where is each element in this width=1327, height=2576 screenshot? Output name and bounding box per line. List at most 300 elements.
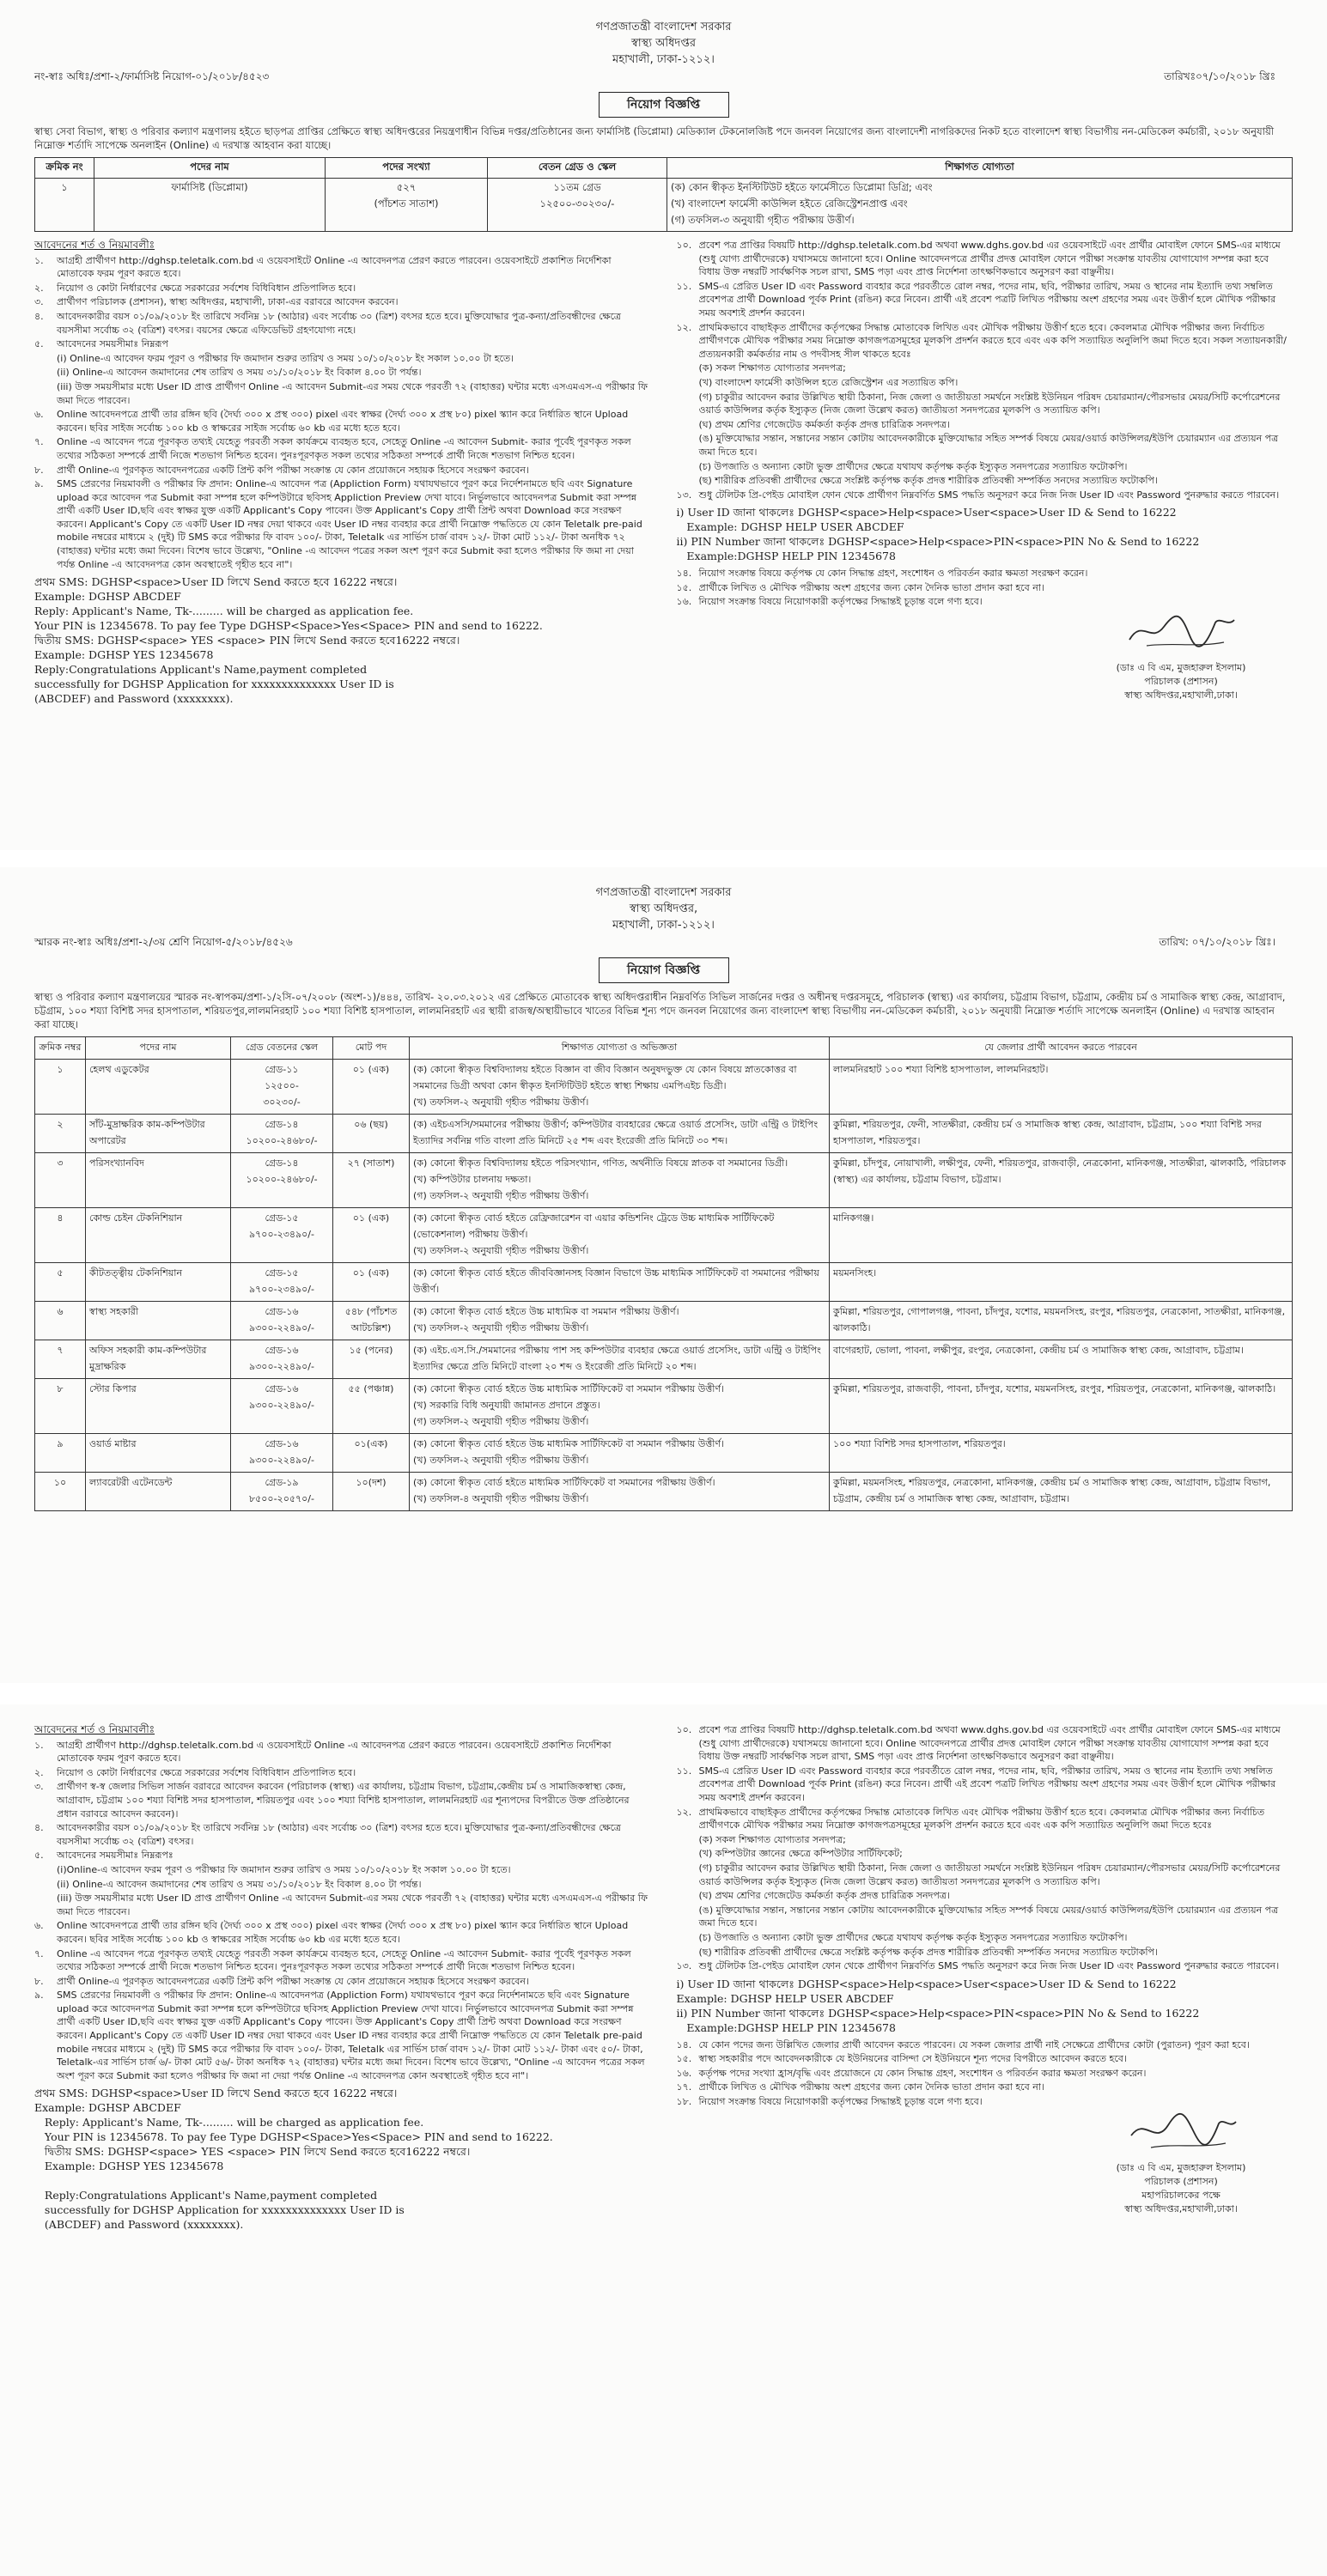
- list-item: [677, 489, 1294, 502]
- conditions-list: [677, 2038, 1294, 2109]
- column-header: পদের সংখ্যা: [326, 158, 488, 179]
- list-item: [677, 1889, 1294, 1903]
- memo-number: স্মারক নং-স্বাঃ অধিঃ/প্রশা-২/৩য় শ্রেণি নিয়োগ-৫/২০১৮/৪৫২৬: [34, 936, 293, 948]
- conditions-title: আবেদনের শর্ত ও নিয়মাবলীঃ: [34, 1723, 155, 1735]
- vacancy-table: [34, 1036, 1293, 1511]
- cell-grade: গ্রেড-১৫ ৯৭০০-২৩৪৯০/-: [231, 1263, 333, 1302]
- cell-grade: গ্রেড-১৪ ১০২০০-২৪৬৮০/-: [231, 1115, 333, 1153]
- item-number: [677, 391, 699, 417]
- cell-grade: গ্রেড-১৫ ৯৭০০-২৩৪৯০/-: [231, 1208, 333, 1263]
- item-number: ৭.: [34, 1947, 44, 1959]
- conditions-list: [677, 1723, 1294, 1973]
- notice-page-vacancies: [0, 867, 1327, 1683]
- list-item: [677, 1904, 1294, 1930]
- column-header: যে জেলার প্রার্থী আবেদন করতে পারবেন: [830, 1037, 1293, 1060]
- list-item: [34, 352, 651, 366]
- cell-serial: ৬: [35, 1302, 86, 1340]
- item-number: ১১.: [676, 280, 692, 292]
- table-row: [35, 179, 1293, 232]
- item-number: ৯.: [34, 478, 44, 490]
- item-text: প্রাথমিকভাবে বাছাইকৃত প্রার্থীদের কর্তৃপক্ষের সিদ্ধান্ত মোতাবেক লিখিত এবং মৌখিক পরীক্ষায় উত্তীর্ণ হতে হবে। কেবলমাত্র মৌখিক পরীক্ষার জন্য নির্বাচিত প্রার্থীগণকে মৌখিক পরীক্ষার সময় নিম্নোক্ত কাগজপত্রসমূহের মূলকপি প্রদর্শন করতে হবে এবং এক কপি সত্যায়িত অনুলিপি জমা দিতে হবে। সকল সত্যায়নকারী/প্রত্যয়নকারী কর্মকর্তার নাম ও পদবীসহ সীল থাকতে হবেঃ: [698, 321, 1287, 360]
- item-number: ২.: [34, 1766, 44, 1778]
- item-text: (ঙ) মুক্তিযোদ্ধার সন্তান, সন্তানের সন্তান কোটায় আবেদনকারীকে মুক্তিযোদ্ধার সহিত সম্পর্ক বিষয়ে মেয়র/ওয়ার্ড কাউন্সিলর/ইউপি চেয়ারম্যান এর প্রত্যয়ন পত্র জমা দিতে হবে।: [698, 433, 1279, 458]
- item-number: [677, 376, 699, 390]
- cell-grade: গ্রেড-১৬ ৯৩০০-২২৪৯০/-: [231, 1379, 333, 1434]
- cell-grade: গ্রেড-১১ ১২৫০০- ৩০২৩০/-: [231, 1060, 333, 1115]
- notice-page-conditions: [0, 1704, 1327, 2576]
- list-item: [677, 1723, 1294, 1764]
- notice-intro: স্বাস্থ্য সেবা বিভাগ, স্বাস্থ্য ও পরিবার কল্যাণ মন্ত্রণালয় হইতে ছাড়পত্র প্রাপ্তির প্রেক্ষিতে স্বাস্থ্য অধিদপ্তরের নিয়ন্ত্রণাধীন বিভিন্ন দপ্তর/প্রতিষ্ঠানের জন্য ফার্মাসিষ্ট (ডিপ্লোমা) মেডিক্যাল টেকনোলজিষ্ট পদে জনবল নিয়োগের জন্য বাংলাদেশী নাগরিকদের নিকট হতে বাংলাদেশ স্বাস্থ্য বিভাগীয় নন-মেডিকেল কর্মচারী, ২০১৮ অনুযায়ী নিম্নোক্ত শর্তাদি সাপেক্ষে অনলাইন (Online) এ দরখাস্ত আহবান করা যাচ্ছে।: [34, 125, 1275, 151]
- list-item: [677, 432, 1294, 459]
- item-number: ১৪.: [676, 568, 692, 580]
- conditions-left-column: [34, 239, 651, 709]
- sms-instructions: প্রথম SMS: DGHSP<space>User ID লিখে Send করতে হবে 16222 নম্বরে। Example: DGHSP ABCDEF Reply: Applicant's Name, Tk-......... will be charged as application fee. Your PIN is 12345678. To pay fee Type DGHSP<Space>Yes<Space> PIN and send to 16222. দ্বিতীয় SMS: DGHSP<space> YES <space> PIN লিখে Send করতে হবে16222 নম্বরে। Example: DGHSP YES 12345678 Reply:Congratulations Applicant's Name,payment completed successfully for DGHSP Application for xxxxxxxxxxxxxx User ID is (ABCDEF) and Password (xxxxxxxx).: [34, 575, 543, 706]
- item-text: (ছ) শারীরিক প্রতিবন্ধী প্রার্থীদের ক্ষেত্রে সংশ্লিষ্ট কর্তৃপক্ষ কর্তৃক প্রদত্ত শারীরিক প্রতিবন্ধী সম্পর্কিত সনদের সত্যায়িত ফটোকপি।: [698, 475, 1158, 487]
- signatory-office: স্বাস্থ্য অধিদপ্তর,মহাখালী,ঢাকা।: [1124, 2202, 1238, 2215]
- item-number: [677, 1862, 699, 1888]
- notice-intro: স্বাস্থ্য ও পরিবার কল্যাণ মন্ত্রণালয়ের স্মারক নং-স্বাপকম/প্রশা-১/২সি-০৭/২০০৮ (অংশ-১)/৪৪৪, তারিখ- ২০.০৩.২০১২ এর প্রেক্ষিতে মোতাবেক স্বাস্থ্য অধিদপ্তরাধীন নিম্নবর্ণিত সিভিল সার্জনের দপ্তর ও অধীনস্থ দপ্তরসমূহে, পরিচালক (স্বাস্থ্য) এর কার্যালয়, চট্টগ্রাম বিভাগ, চট্টগ্রাম, কেন্দ্রীয় চর্ম ও সামাজিক স্বাস্থ্য কেন্দ্র, আগ্রাবাদ, চট্টগ্রাম, ১০০ শয্যা বিশিষ্ট সদর হাসপাতাল, শরিয়তপুর,লালমনিরহাট ১০০ শয্যা বিশিষ্ট হাসপাতাল, লালমনিরহাট এর স্থায়ী রাজস্ব/অস্থায়ীভাবে খাতের বিভিন্ন শূন্য পদে জনবল নিয়োগের জন্য বাংলাদেশ স্বাস্থ্য বিভাগীয় নন-মেডিকেল কর্মচারী, ২০১৮ অনুযায়ী নিম্নোক্ত শর্তাদি সাপেক্ষে অনলাইন (Online) এ দরখাস্ত আহবান করা যাচ্ছে।: [34, 991, 1286, 1030]
- signatory-behalf: মহাপরিচালকের পক্ষে: [1141, 2189, 1220, 2201]
- item-text: নিয়োগ সংক্রান্ত বিষয়ে নিয়োগকারী কর্তৃপক্ষের সিদ্ধান্তই চূড়ান্ত বলে গণ্য হবে।: [698, 596, 983, 608]
- cell-districts: কুমিল্লা, শরিয়তপুর, রাজবাড়ী, পাবনা, চাঁদপুর, যশোর, ময়মনসিংহ, রংপুর, শরিয়তপুর, নেত্রকোনা, মানিকগঞ্জ, ঝালকাঠি।: [830, 1379, 1293, 1434]
- qualification-line: (খ) বাংলাদেশ ফার্মেসী কাউন্সিল হইতে রেজিস্ট্রেশনপ্রাপ্ত এবং: [671, 197, 908, 210]
- item-number: ১৩.: [676, 1960, 692, 1972]
- conditions-right-column: [677, 239, 1294, 709]
- page-header: [0, 19, 1327, 68]
- cell-count: [326, 179, 488, 232]
- table-row: [35, 1115, 1293, 1153]
- item-text: (চ) উপজাতি ও অন্যান্য কোটা ভুক্ত প্রার্থীদের ক্ষেত্রে যথাযথ কর্তৃপক্ষ কর্তৃক ইস্যুকৃত সনদপত্রের সত্যায়িত ফটোকপি।: [698, 1931, 1128, 1943]
- list-item: [677, 239, 1294, 279]
- item-text: Online -এ আবেদন পত্রে পূরণকৃত তথ্যই যেহেতু পরবর্তী সকল কার্যক্রমে ব্যবহৃত হবে, সেহেতু Online -এ আবেদন Submit- করার পূর্বেই পূরণকৃত সকল তথ্যের সঠিকতা সম্পর্কে প্রার্থী নিজে শতভাগ নিশ্চিত হবেন। পুনঃপূরণকৃত সকল তথ্যের সঠিকতা সম্পর্কে প্রার্থী নিজে শতভাগ নিশ্চিত হবেন।: [57, 1947, 631, 1973]
- table-row: [35, 1208, 1293, 1263]
- table-row: [35, 1473, 1293, 1511]
- table-row: [35, 1340, 1293, 1379]
- memo-date: তারিখ: ০৭/১০/২০১৮ খ্রিঃ।: [1159, 936, 1275, 948]
- conditions-section: [34, 1723, 1293, 2235]
- item-text: নিয়োগ সংক্রান্ত বিষয়ে কর্তৃপক্ষ যে কোন সিদ্ধান্ত গ্রহণ, সংশোধন ও পরিবর্তন করার ক্ষমতা সংরক্ষণ করেন।: [698, 568, 1088, 580]
- cell-districts: কুমিল্লা, চাঁদপুর, নোয়াখালী, লক্ষীপুর, ফেনী, শরিয়তপুর, রাজবাড়ী, নেত্রকোনা, মানিকগঞ্জ, সাতক্ষীরা, ঝালকাঠি, পরিচালক (স্বাস্থ্য) এর কার্যালয়, চট্টগ্রাম বিভাগ, চট্টগ্রাম।: [830, 1153, 1293, 1208]
- cell-qualification: (ক) কোনো স্বীকৃত বোর্ড হইতে উচ্চ মাধ্যমিক সার্টিফিকেট বা সমমান পরীক্ষায় উত্তীর্ণ। (খ) সরকারি বিধি অনুযায়ী জামানত প্রদানে প্রস্তুত। (গ) তফসিল-২ অনুযায়ী গৃহীত পরীক্ষায় উত্তীর্ণ।: [410, 1379, 830, 1434]
- vacancy-rows: [35, 1060, 1293, 1511]
- item-text: শুধু টেলিটক প্রি-পেইড মোবাইল ফোন থেকে প্রার্থীগণ নিম্নবর্ণিত SMS পদ্ধতি অনুসরণ করে নিজ নিজ User ID এবং Password পুনরুদ্ধার করতে পারবেন।: [698, 489, 1280, 501]
- item-number: [34, 1892, 57, 1918]
- conditions-left-column: [34, 1723, 651, 2235]
- cell-districts: কুমিল্লা, শরিয়তপুর, ফেনী, সাতক্ষীরা, কেন্দ্রীয় চর্ম ও সামাজিক স্বাস্থ্য কেন্দ্র, আগ্রাবাদ, চট্টগ্রাম, ১০০ শয্যা বিশিষ্ট সদর হাসপাতাল, শরিয়তপুর।: [830, 1115, 1293, 1153]
- item-text: প্রবেশ পত্র প্রাপ্তির বিষয়টি http://dghsp.teletalk.com.bd অথবা www.dghs.gov.bd এর ওয়েবসাইটে এবং প্রার্থীর মোবাইল ফোনে SMS-এর মাধ্যমে (শুধু যোগ্য প্রার্থীদেরকে) যথাসময়ে জানানো হবে। Online আবেদনপত্রে প্রার্থীর প্রদত্ত মোবাইল ফোনে পরীক্ষা সংক্রান্ত যাবতীয় যোগাযোগ সম্পন্ন করা হবে বিধায় উক্ত নম্বরটি সার্বক্ষণিক সচল রাখা, SMS পড়া এবং প্রাপ্ত নির্দেশনা তাৎক্ষণিকভাবে অনুসরণ করা বাঞ্ছনীয়।: [698, 1724, 1281, 1763]
- column-header: বেতন গ্রেড ও স্কেল: [488, 158, 667, 179]
- list-item: [677, 1946, 1294, 1959]
- signature-block: [1069, 2110, 1293, 2216]
- item-text: শুধু টেলিটক প্রি-পেইড মোবাইল ফোন থেকে প্রার্থীগণ নিম্নবর্ণিত SMS পদ্ধতি অনুসরণ করে নিজ নিজ User ID এবং Password পুনরুদ্ধার করতে পারবেন।: [698, 1960, 1280, 1972]
- cell-count: ১৫ (পনের): [333, 1340, 410, 1379]
- item-number: [677, 1889, 699, 1903]
- cell-districts: মানিকগঞ্জ।: [830, 1208, 1293, 1263]
- item-text: (গ) চাকুরীর আবেদন করার উল্লিখিত স্থায়ী ঠিকানা, নিজ জেলা ও জাতীয়তা সমর্থনে সংশ্লিষ্ট ইউনিয়ন পরিষদ চেয়ারম্যান/পৌরসভার মেয়র/সিটি কর্পোরেশনের ওয়ার্ড কাউন্সিলর কর্তৃক ইস্যুকৃত (নিজ জেলা উল্লেখ করত) জাতীয়তা সনদপত্রের মূলকপি ও সত্যায়িত কপি।: [698, 391, 1281, 416]
- item-text: আবেদনকারীর বয়স ০১/০৯/২০১৮ ইং তারিখে সর্বনিম্ন ১৮ (আঠার) এবং সর্বোচ্চ ৩০ (ত্রিশ) বৎসর হতে হবে। মুক্তিযোদ্ধার পুত্র-কন্যা/প্রতিবন্ধীদের ক্ষেত্রে বয়সসীমা সর্বোচ্চ ৩২ (বত্রিশ) বৎসর। বয়সের ক্ষেত্রে এফিডেভিট গ্রহণযোগ্য নহে।: [57, 310, 621, 336]
- list-item: [677, 2052, 1294, 2066]
- list-item: [34, 380, 651, 407]
- cell-qualification: (ক) এইচএসসি/সমমানের পরীক্ষায় উত্তীর্ণ; কম্পিউটার ব্যবহারের ক্ষেত্রে ওয়ার্ড প্রসেসিং, ডাটা এন্ট্রি ও টাইপিং ইত্যাদির সর্বনিম্ন গতি বাংলা প্রতি মিনিটে ২৫ শব্দ এবং ইংরেজী প্রতি মিনিটে ৩০ শব্দ।: [410, 1115, 830, 1153]
- item-number: [677, 474, 699, 488]
- post-count: ৫২৭: [396, 181, 417, 193]
- item-text: স্বাস্থ্য সহকারীর পদে আবেদনকারীকে যে ইউনিয়নের বাসিন্দা সে ইউনিয়নে শূন্য পদের বিপরীতে আবেদন করতে হবে।: [698, 2053, 1127, 2065]
- item-text: যে কোন পদের জন্য উল্লিখিত জেলার প্রার্থী আবেদন করতে পারবেন। যে সকল জেলার প্রার্থী নাই সেক্ষেত্রে প্রার্থীদের কোটা (পুরাতন) পূরণ করা হবে।: [698, 2038, 1250, 2050]
- item-text: প্রার্থী Online-এ পূরণকৃত আবেদনপত্রের একটি প্রিন্ট কপি পরীক্ষা সংক্রান্ত যে কোন প্রয়োজনে সহায়ক হিসেবে সংরক্ষণ করবেন।: [57, 464, 529, 476]
- signatory-title: পরিচালক (প্রশাসন): [1144, 2175, 1218, 2187]
- cell-count: ১০(দশ): [333, 1473, 410, 1511]
- list-item: [677, 1847, 1294, 1861]
- item-number: [34, 1863, 57, 1877]
- list-item: [677, 2081, 1294, 2094]
- item-text: SMS প্রেরণের নিয়মাবলী ও পরীক্ষার ফি প্রদান: Online-এ আবেদনপত্র (Appliction Form) যথাযথভাবে পূরণ করে নির্দেশনামতে ছবি এবং Signature upload করে আবেদনপত্র Submit করা সম্পন্ন হলে কম্পিউটারে ছবিসহ Appliction Preview দেখা যাবে। নির্ভুলভাবে আবেদনপত্র Submit করা সম্পন্ন প্রার্থী একটি User ID,ছবি এবং স্বাক্ষর যুক্ত একটি Applicant's Copy পাবেন। উক্ত Applicant's Copy প্রার্থী প্রিন্ট অথবা Download করে সংরক্ষণ করবেন। Applicant's Copy তে একটি User ID নম্বর দেয়া থাকবে এবং User ID নম্বর ব্যবহার করে প্রার্থী নিম্নোক্ত পদ্ধতিতে যে কোন Teletalk pre-paid mobile নম্বরের মাধ্যমে ২ (দুই) টি SMS করে পরীক্ষার ফি বাবদ ১০০/- টাকা, Teletalk এর সার্ভিস চার্জ বাবদ ১২/- টাকা মোট ১১২/- টাকা এবং ৫০/- টাকা, Teletalk-এর সার্ভিস চার্জ ৬/- টাকা মোট ৫৬/- টাকা অনধিক ৭২ (বাহাত্তর) ঘন্টার মধ্যে জমা দিবেন। বিশেষ ভাবে উল্লেখ্য, "Online -এ আবেদন পত্রের সকল অংশ পূরণ করে Submit করা হলেও পরীক্ষার ফি জমা না দেয়া পর্যন্ত Online -এ আবেদনপত্র কোন অবস্থাতেই গৃহীত হবে না"।: [57, 1990, 645, 2081]
- cell-serial: ১: [35, 179, 94, 232]
- column-header: পদের নাম: [94, 158, 326, 179]
- list-item: [677, 418, 1294, 432]
- item-number: ১৪.: [676, 2038, 692, 2050]
- item-number: ১৩.: [676, 489, 692, 501]
- item-text: (ঙ) মুক্তিযোদ্ধার সন্তান, সন্তানের সন্তান কোটায় আবেদনকারীকে মুক্তিযোদ্ধার সহিত সম্পর্ক বিষয়ে মেয়র/ওয়ার্ড কাউন্সিলর/ইউপি চেয়ারম্যান এর প্রত্যয়ন পত্র জমা দিতে হবে।: [698, 1904, 1279, 1929]
- table-header-row: [35, 1037, 1293, 1060]
- list-item: [34, 1863, 651, 1877]
- cell-serial: ৩: [35, 1153, 86, 1208]
- cell-qualification: (ক) কোনো স্বীকৃত বোর্ড হইতে উচ্চ মাধ্যমিক বা সমমান পরীক্ষায় উত্তীর্ণ। (খ) তফসিল-২ অনুযায়ী গৃহীত পরীক্ষায় উত্তীর্ণ।: [410, 1302, 830, 1340]
- signature-icon: [1121, 610, 1241, 653]
- cell-post: সাঁট-মুদ্রাক্ষরিক কাম-কম্পিউটার অপারেটর: [86, 1115, 231, 1153]
- list-item: [677, 581, 1294, 595]
- list-item: [677, 321, 1294, 361]
- item-text: আগ্রহী প্রার্থীগণ http://dghsp.teletalk.com.bd এ ওয়েবসাইটে Online -এ আবেদনপত্র প্রেরণ করতে পারবেন। ওয়েবসাইটে প্রকাশিত নির্দেশিকা মোতাবেক ফরম পূরণ করতে হবে।: [57, 1739, 612, 1765]
- cell-count: ০১(এক): [333, 1434, 410, 1473]
- sms-instructions: প্রথম SMS: DGHSP<space>User ID লিখে Send করতে হবে 16222 নম্বরে। Example: DGHSP ABCDEF Reply: Applicant's Name, Tk-......... will be charged as application fee. Your PIN is 12345678. To pay fee Type DGHSP<Space>Yes<Space> PIN and send to 16222. দ্বিতীয় SMS: DGHSP<space> YES <space> PIN লিখে Send করতে হবে16222 নম্বরে। Example: DGHSP YES 12345678 Reply:Congratulations Applicant's Name,payment completed successfully for DGHSP Application for xxxxxxxxxxxxxx User ID is (ABCDEF) and Password (xxxxxxxx).: [34, 2087, 553, 2232]
- conditions-right-column: [677, 1723, 1294, 2235]
- cell-grade: [488, 179, 667, 232]
- column-header: পদের নাম: [86, 1037, 231, 1060]
- cell-qualification: (ক) কোনো স্বীকৃত বোর্ড হইতে রেফ্রিজারেশন বা এয়ার কন্ডিশনিং ট্রেডে উচ্চ মাধ্যমিক সার্টিফিকেট (ভোকেশনাল) পরীক্ষায় উত্তীর্ণ। (খ) তফসিল-২ অনুযায়ী গৃহীত পরীক্ষায় উত্তীর্ণ।: [410, 1208, 830, 1263]
- column-header: মোট পদ: [333, 1037, 410, 1060]
- column-header: ক্রমিক নম্বর: [35, 1037, 86, 1060]
- cell-post: কোল্ড চেইন টেকনিশিয়ান: [86, 1208, 231, 1263]
- signatory-name: (ডাঃ এ বি এম, মুজহারুল ইসলাম): [1116, 2161, 1246, 2173]
- cell-count: ০১ (এক): [333, 1263, 410, 1302]
- item-number: ১৫.: [676, 2053, 692, 2065]
- list-item: [34, 310, 651, 337]
- item-text: আবেদনের সময়সীমাঃ নিম্নরূপঃ: [57, 1850, 173, 1862]
- item-text: SMS-এ প্রেরিত User ID এবং Password ব্যবহার করে পরবর্তীতে রোল নম্বর, পদের নাম, ছবি, পরীক্ষার তারিখ, সময় ও স্থানের নাম ইত্যাদি তথ্য সম্বলিত প্রবেশপত্র প্রার্থী Download পূর্বক Print (রঙিন) করে নিবেন। প্রার্থী এই প্রবেশ পত্রটি লিখিত পরীক্ষায় অংশ গ্রহণের সময় এবং উত্তীর্ণ হলে মৌখিক পরীক্ষার সময় অবশ্যই প্রদর্শন করবেন।: [698, 280, 1276, 319]
- item-number: ৮.: [34, 464, 44, 476]
- conditions-list: [34, 1739, 651, 2083]
- item-number: ১৮.: [676, 2096, 692, 2108]
- cell-grade: গ্রেড-১৬ ৯৩০০-২২৪৯০/-: [231, 1340, 333, 1379]
- cell-districts: ১০০ শয্যা বিশিষ্ট সদর হাসপাতাল, শরিয়তপুর।: [830, 1434, 1293, 1473]
- memo-date: তারিখঃ০৭/১০/২০১৮ খ্রিঃ: [1164, 70, 1275, 82]
- list-item: [677, 1833, 1294, 1847]
- item-text: (গ) চাকুরীর আবেদন করার উল্লিখিত স্থায়ী ঠিকানা, নিজ জেলা ও জাতীয়তা সমর্থনে সংশ্লিষ্ট ইউনিয়ন পরিষদ চেয়ারম্যান/পৌরসভার মেয়র/সিটি কর্পোরেশনের ওয়ার্ড কাউন্সিলর কর্তৃক ইস্যুকৃত (নিজ জেলা উল্লেখ করত) জাতীয়তা সনদপত্রের মূলকপি ও সত্যায়িত কপি।: [698, 1862, 1281, 1887]
- cell-qualification: (ক) কোনো স্বীকৃত বোর্ড হইতে মাধ্যমিক সার্টিফিকেট বা সমমানের পরীক্ষায় উত্তীর্ণ। (খ) তফসিল-৪ অনুযায়ী গৃহীত পরীক্ষায় উত্তীর্ণ।: [410, 1473, 830, 1511]
- header-line: মহাখালী, ঢাকা-১২১২।: [612, 53, 715, 66]
- item-text: প্রার্থীকে লিখিত ও মৌখিক পরীক্ষায় অংশ গ্রহণের জন্য কোন দৈনিক ভাতা প্রদান করা হবে না।: [698, 2081, 1044, 2093]
- cell-post: স্বাস্থ্য সহকারী: [86, 1302, 231, 1340]
- item-text: (চ) উপজাতি ও অন্যান্য কোটা ভুক্ত প্রার্থীদের ক্ষেত্রে যথাযথ কর্তৃপক্ষ কর্তৃক ইস্যুকৃত সনদপত্রের সত্যায়িত ফটোকপি।: [698, 460, 1128, 472]
- item-text: (খ) বাংলাদেশ ফার্মেসী কাউন্সিল হতে রেজিস্ট্রেশন এর সত্যায়িত কপি।: [698, 376, 959, 388]
- cell-serial: ২: [35, 1115, 86, 1153]
- list-item: [34, 1975, 651, 1989]
- list-item: [34, 254, 651, 281]
- memo-row: [0, 933, 1327, 952]
- item-text: (iii) উক্ত সময়সীমার মধ্যে User ID প্রাপ্ত প্রার্থীগণ Online -এ আবেদন Submit-এর সময় থেকে পরবর্তী ৭২ (বাহাত্তর) ঘন্টার মধ্যে এসএমএস-এ পরীক্ষার ফি জমা দিতে পারবেন।: [57, 1893, 648, 1917]
- pay-scale: ১২৫০০-৩০২৩০/-: [539, 197, 615, 210]
- list-item: [34, 1892, 651, 1918]
- item-text: (ছ) শারীরিক প্রতিবন্ধী প্রার্থীদের ক্ষেত্রে সংশ্লিষ্ট কর্তৃপক্ষ কর্তৃক প্রদত্ত শারীরিক প্রতিবন্ধী সম্পর্কিত সনদের সত্যায়িত ফটোকপি।: [698, 1946, 1158, 1958]
- list-item: [677, 361, 1294, 375]
- item-text: (ii) Online-এ আবেদন জমাদানের শেষ তারিখ ও সময় ৩১/১০/২০১৮ ইং বিকাল ৪.০০ টা পর্যন্ত।: [57, 367, 422, 379]
- cell-post: স্টোর কিপার: [86, 1379, 231, 1434]
- list-item: [34, 1821, 651, 1848]
- cell-grade: গ্রেড-১৪ ১০২০০-২৪৬৮০/-: [231, 1153, 333, 1208]
- item-text: (iii) উক্ত সময়সীমার মধ্যে User ID প্রাপ্ত প্রার্থীগণ Online -এ আবেদন Submit-এর সময় থেকে পরবর্তী ৭২ (বাহাত্তর) ঘন্টার মধ্যে এসএমএস-এ পরীক্ষার ফি জমা দিতে পারবেন।: [57, 380, 648, 406]
- notice-title: নিয়োগ বিজ্ঞপ্তি: [599, 92, 729, 118]
- list-item: [34, 1947, 651, 1974]
- item-text: আবেদনকারীর বয়স ০১/০৯/২০১৮ ইং তারিখে সর্বনিম্ন ১৮ (আঠার) এবং সর্বোচ্চ ৩০ (ত্রিশ) বৎসর হতে হবে। মুক্তিযোদ্ধার পুত্র-কন্যা/প্রতিবন্ধীদের ক্ষেত্রে বয়সসীমা সর্বোচ্চ ৩২ (বত্রিশ) বৎসর।: [57, 1822, 621, 1847]
- cell-count: ৫৪৮ (পাঁচশত আটচল্লিশ): [333, 1302, 410, 1340]
- memo-row: [0, 68, 1327, 87]
- column-header: ক্রমিক নং: [35, 158, 94, 179]
- item-text: SMS প্রেরণের নিয়মাবলী ও পরীক্ষার ফি প্রদান: Online-এ আবেদন পত্র (Appliction Form) যথাযথভাবে পূরণ করে নির্দেশনামতে ছবি এবং Signature upload করে আবেদন পত্র Submit করা সম্পন্ন হলে কম্পিউটারে ছবিসহ Appliction Preview দেখা যাবে। নির্ভুলভাবে আবেদনপত্র Submit করা সম্পন্ন প্রার্থী একটি User ID,ছবি এবং স্বাক্ষর যুক্ত একটি Applicant's Copy পাবেন। উক্ত Applicant's Copy প্রার্থী প্রিন্ট অথবা Download করে সংরক্ষণ করবেন। Applicant's Copy তে একটি User ID নম্বর দেয়া থাকবে এবং User ID নম্বর ব্যবহার করে প্রার্থী নিম্নোক্ত পদ্ধতিতে যে কোন Teletalk pre-paid mobile নম্বরের মাধ্যমে ২ (দুই) টি SMS করে পরীক্ষার ফি বাবদ ১০০/- টাকা, Teletalk এর সার্ভিস চার্জ বাবদ ১২/- টাকা মোট ১১২/- টাকা অনধিক ৭২ (বাহাত্তর) ঘন্টার মধ্যে জমা দিবেন। বিশেষ ভাবে উল্লেখ্য, "Online -এ আবেদন পত্রের সকল অংশ পূরণ করে Submit করা হলেও পরীক্ষার ফি জমা না দেয়া পর্যন্ত Online -এ আবেদনপত্র কোন অবস্থাতেই গৃহীত হবে না"।: [57, 478, 642, 570]
- cell-count: ২৭ (সাতাশ): [333, 1153, 410, 1208]
- item-text: (খ) কম্পিউটার জ্ঞানের ক্ষেত্রে কম্পিউটার সার্টিফিকেট;: [698, 1848, 903, 1860]
- item-number: [677, 418, 699, 432]
- item-text: (ঘ) প্রথম শ্রেণির গেজেটেড কর্মকর্তা কর্তৃক প্রদত্ত চারিত্রিক সনদপত্র।: [698, 1890, 950, 1902]
- cell-count: ৫৫ (পঞ্চান্ন): [333, 1379, 410, 1434]
- notice-page-pharmacist: [0, 0, 1327, 850]
- cell-districts: কুমিল্লা, শরিয়তপুর, গোপালগঞ্জ, পাবনা, চাঁদপুর, যশোর, ময়মনসিংহ, রংপুর, শরিয়তপুর, নেত্রকোনা, সাতক্ষীরা, মানিকগঞ্জ, ঝালকাঠি।: [830, 1302, 1293, 1340]
- list-item: [677, 2038, 1294, 2052]
- item-number: [677, 1833, 699, 1847]
- item-text: নিয়োগ ও কোটা নির্ধারণের ক্ষেত্রে সরকারের সর্বশেষ বিধিবিধান প্রতিপালিত হবে।: [57, 1766, 356, 1778]
- item-text: কর্তৃপক্ষ পদের সংখ্যা হ্রাস/বৃদ্ধি এবং প্রয়োজনে যে কোন সিদ্ধান্ত গ্রহণ, সংশোধন ও পরিবর্তন করার ক্ষমতা সংরক্ষণ করেন।: [698, 2067, 1147, 2079]
- item-number: [677, 432, 699, 459]
- list-item: [34, 366, 651, 380]
- signatory-name: (ডাঃ এ বি এম, মুজহারুল ইসলাম): [1116, 662, 1246, 674]
- item-text: প্রাথমিকভাবে বাছাইকৃত প্রার্থীদের কর্তৃপক্ষের সিদ্ধান্ত মোতাবেক লিখিত এবং মৌখিক পরীক্ষায় উত্তীর্ণ হতে হবে। কেবলমাত্র মৌখিক পরীক্ষার জন্য নির্বাচিত প্রার্থীগণকে মৌখিক পরীক্ষার সময় নিম্নোক্ত কাগজপত্রসমূহের মূলকপি প্রদর্শন করতে হবে এবং এক কপি সত্যায়িত অনুলিপি জমা দিতে হবেঃ: [698, 1806, 1265, 1832]
- item-number: ১.: [34, 254, 44, 266]
- header-line: স্বাস্থ্য অধিদপ্তর: [630, 37, 697, 50]
- item-text: আবেদনের সময়সীমাঃ নিম্নরূপ: [57, 338, 168, 350]
- item-text: (i) Online-এ আবেদন ফরম পূরণ ও পরীক্ষার ফি জমাদান শুরুর তারিখ ও সময় ১০/১০/২০১৮ ইং সকাল ১০.০০ টা হতে।: [57, 352, 514, 364]
- cell-serial: ৫: [35, 1263, 86, 1302]
- column-header: শিক্ষাগত যোগ্যতা ও অভিজ্ঞতা: [410, 1037, 830, 1060]
- cell-post: হেলথ এডুকেটর: [86, 1060, 231, 1115]
- item-number: ৪.: [34, 1822, 44, 1834]
- item-number: ১০.: [676, 1724, 692, 1735]
- item-number: [677, 1931, 699, 1945]
- item-text: নিয়োগ সংক্রান্ত বিষয়ে নিয়োগকারী কর্তৃপক্ষের সিদ্ধান্তই চূড়ান্ত বলে গণ্য হবে।: [698, 2096, 983, 2108]
- cell-post: ফার্মাসিষ্ট (ডিপ্লোমা): [94, 179, 326, 232]
- item-number: ৩.: [34, 296, 44, 308]
- item-text: (ক) সকল শিক্ষাগত যোগ্যতার সনদপত্র;: [698, 362, 846, 374]
- item-number: ৭.: [34, 436, 44, 448]
- cell-count: ০৬ (ছয়): [333, 1115, 410, 1153]
- signature-icon: [1121, 2110, 1241, 2153]
- item-number: ৫.: [34, 1850, 44, 1862]
- item-text: (ঘ) প্রথম শ্রেণির গেজেটেড কর্মকর্তা কর্তৃক প্রদত্ত চারিত্রিক সনদপত্র।: [698, 418, 950, 430]
- item-number: ১৭.: [676, 2081, 692, 2093]
- cell-post: ল্যাবরেটরী এটেনডেন্ট: [86, 1473, 231, 1511]
- item-number: [34, 380, 57, 407]
- item-text: নিয়োগ ও কোটা নির্ধারণের ক্ষেত্রে সরকারের সর্বশেষ বিধিবিধান প্রতিপালিত হবে।: [57, 282, 356, 294]
- list-item: [677, 1765, 1294, 1805]
- item-number: ১১.: [676, 1765, 692, 1777]
- list-item: [34, 1766, 651, 1780]
- list-item: [34, 1780, 651, 1820]
- item-text: (ii) Online-এ আবেদন জমাদানের শেষ তারিখ ও সময় ৩১/১০/২০১৮ ইং বিকাল ৪.০০ টা পর্যন্ত।: [57, 1878, 422, 1890]
- cell-districts: লালমনিরহাট ১০০ শয্যা বিশিষ্ট হাসপাতাল, লালমনিরহাট।: [830, 1060, 1293, 1115]
- item-number: [677, 1847, 699, 1861]
- item-text: Online আবেদনপত্রে প্রার্থী তার রঙ্গিন ছবি (দৈর্ঘ্য ৩০০ x প্রস্থ ৩০০) pixel এবং স্বাক্ষর (দৈর্ঘ্য ৩০০ x প্রস্থ ৮০) pixel স্ক্যান করে নির্ধারিত স্থানে Upload করবেন। ছবির সাইজ সর্বোচ্চ ১০০ kb ও স্বাক্ষরের সাইজ সর্বোচ্চ ৬০ kb এর মধ্যে হতে হবে।: [57, 409, 629, 434]
- item-text: প্রার্থী Online-এ পূরণকৃত আবেদনপত্রের একটি প্রিন্ট কপি পরীক্ষা সংক্রান্ত যে কোন প্রয়োজনে সহায়ক হিসেবে সংরক্ষণ করবেন।: [57, 1975, 529, 1987]
- list-item: [34, 408, 651, 434]
- conditions-list: [677, 567, 1294, 609]
- conditions-title: আবেদনের শর্ত ও নিয়মাবলীঃ: [34, 239, 155, 251]
- item-text: প্রার্থীগণ পরিচালক (প্রশাসন), স্বাস্থ্য অধিদপ্তর, মহাখালী, ঢাকা-এর বরাবরে আবেদন করবেন।: [57, 296, 399, 308]
- list-item: [34, 1919, 651, 1946]
- column-header: গ্রেড বেতনের স্কেল: [231, 1037, 333, 1060]
- cell-serial: ৪: [35, 1208, 86, 1263]
- cell-serial: ১০: [35, 1473, 86, 1511]
- cell-serial: ৮: [35, 1379, 86, 1434]
- item-text: আগ্রহী প্রার্থীগণ http://dghsp.teletalk.com.bd এ ওয়েবসাইটে Online -এ আবেদনপত্র প্রেরণ করতে পারবেন। ওয়েবসাইটে প্রকাশিত নির্দেশিকা মোতাবেক ফরম পূরণ করতে হবে।: [57, 254, 612, 280]
- cell-post: কীটতত্ত্বীয় টেকনিশিয়ান: [86, 1263, 231, 1302]
- header-line: গণপ্রজাতন্ত্রী বাংলাদেশ সরকার: [595, 886, 732, 899]
- list-item: [677, 1806, 1294, 1832]
- item-number: [677, 1904, 699, 1930]
- cell-post: পরিসংখ্যানবিদ: [86, 1153, 231, 1208]
- item-number: ৮.: [34, 1975, 44, 1987]
- item-number: ৫.: [34, 338, 44, 350]
- item-number: ৪.: [34, 310, 44, 322]
- list-item: [677, 280, 1294, 320]
- notice-title: নিয়োগ বিজ্ঞপ্তি: [599, 957, 729, 983]
- cell-serial: ১: [35, 1060, 86, 1115]
- header-line: স্বাস্থ্য অধিদপ্তর,: [629, 902, 698, 915]
- item-number: ৯.: [34, 1990, 44, 2002]
- item-number: [677, 460, 699, 474]
- item-number: [34, 1878, 57, 1892]
- item-number: ১.: [34, 1739, 44, 1751]
- signatory-title: পরিচালক (প্রশাসন): [1144, 676, 1218, 688]
- list-item: [677, 1862, 1294, 1888]
- cell-count: ০১ (এক): [333, 1060, 410, 1115]
- item-number: ৩.: [34, 1781, 44, 1793]
- item-text: প্রবেশ পত্র প্রাপ্তির বিষয়টি http://dghsp.teletalk.com.bd অথবা www.dghs.gov.bd এর ওয়েবসাইটে এবং প্রার্থীর মোবাইল ফোনে SMS-এর মাধ্যমে (শুধু যোগ্য প্রার্থীদেরকে) যথাসময়ে জানানো হবে। Online আবেদনপত্রে প্রার্থীর প্রদত্ত মোবাইল ফোনে পরীক্ষা সংক্রান্ত যাবতীয় যোগাযোগ সম্পন্ন করা হবে বিধায় উক্ত নম্বরটি সার্বক্ষণিক সচল রাখা, SMS পড়া এবং প্রাপ্ত নির্দেশনা তাৎক্ষণিকভাবে অনুসরণ করা বাঞ্ছনীয়।: [698, 240, 1281, 278]
- item-number: ১০.: [676, 240, 692, 251]
- cell-post: ওয়ার্ড মাষ্টার: [86, 1434, 231, 1473]
- item-number: ১৫.: [676, 581, 692, 593]
- column-header: শিক্ষাগত যোগ্যতা: [667, 158, 1293, 179]
- item-number: ১২.: [676, 1806, 692, 1818]
- signatory-office: স্বাস্থ্য অধিদপ্তর,মহাখালী,ঢাকা।: [1124, 690, 1238, 702]
- cell-qualification: (ক) কোনো স্বীকৃত বোর্ড হইতে জীববিজ্ঞানসহ বিজ্ঞান বিভাগে উচ্চ মাধ্যমিক সার্টিফিকেট বা সমমানের পরীক্ষায় উত্তীর্ণ।: [410, 1263, 830, 1302]
- conditions-section: [34, 239, 1293, 709]
- recovery-instructions: i) User ID জানা থাকলেঃ DGHSP<space>Help<space>User<space>User ID & Send to 16222 Example: DGHSP HELP USER ABCDEF ii) PIN Number জানা থাকলেঃ DGHSP<space>Help<space>PIN<space>PIN No & Send to 16222 Example:DGHSP HELP PIN 12345678: [676, 506, 1200, 563]
- item-number: [677, 1946, 699, 1959]
- cell-serial: ৯: [35, 1434, 86, 1473]
- list-item: [677, 376, 1294, 390]
- list-item: [677, 1931, 1294, 1945]
- pay-grade: ১১তম গ্রেড: [553, 181, 601, 193]
- list-item: [677, 1959, 1294, 1973]
- list-item: [34, 1739, 651, 1765]
- vacancy-table: [34, 157, 1293, 232]
- cell-qualification: (ক) এইচ.এস.সি./সমমানের পরীক্ষায় পাশ সহ কম্পিউটার ব্যবহার ক্ষেত্রে ওয়ার্ড প্রসেসিং, ডাটা এন্ট্রি ও টাইপিং ইত্যাদির ক্ষেত্রে প্রতি মিনিটে বাংলা ২০ শব্দ ও ইংরেজী প্রতি মিনিটে ২০ শব্দ।: [410, 1340, 830, 1379]
- list-item: [34, 282, 651, 295]
- list-item: [34, 295, 651, 309]
- cell-districts: বাগেরহাট, ভোলা, পাবনা, লক্ষীপুর, রংপুর, নেত্রকোনা, কেন্দ্রীয় চর্ম ও সামাজিক স্বাস্থ্য কেন্দ্র, আগ্রাবাদ, চট্টগ্রাম।: [830, 1340, 1293, 1379]
- cell-grade: গ্রেড-১৬ ৯৩০০-২২৪৯০/-: [231, 1302, 333, 1340]
- item-number: [677, 361, 699, 375]
- list-item: [677, 2067, 1294, 2081]
- table-header-row: [35, 158, 1293, 179]
- cell-districts: ময়মনসিংহ।: [830, 1263, 1293, 1302]
- recovery-instructions: i) User ID জানা থাকলেঃ DGHSP<space>Help<space>User<space>User ID & Send to 16222 Example: DGHSP HELP USER ABCDEF ii) PIN Number জানা থাকলেঃ DGHSP<space>Help<space>PIN<space>PIN No & Send to 16222 Example:DGHSP HELP PIN 12345678: [676, 1977, 1200, 2034]
- table-row: [35, 1060, 1293, 1115]
- item-text: প্রার্থীকে লিখিত ও মৌখিক পরীক্ষায় অংশ গ্রহণের জন্য কোন দৈনিক ভাতা প্রদান করা হবে না।: [698, 581, 1044, 593]
- item-number: ১২.: [676, 321, 692, 333]
- list-item: [677, 595, 1294, 609]
- header-line: মহাখালী, ঢাকা-১২১২।: [612, 919, 715, 932]
- conditions-list: [34, 254, 651, 572]
- memo-number: নং-স্বাঃ অধিঃ/প্রশা-২/ফার্মাসিষ্ট নিয়োগ-০১/২০১৮/৪৫২৩: [34, 70, 270, 82]
- item-number: [34, 366, 57, 380]
- table-row: [35, 1153, 1293, 1208]
- page-header: [0, 884, 1327, 933]
- item-number: [34, 352, 57, 366]
- list-item: [34, 435, 651, 462]
- item-text: SMS-এ প্রেরিত User ID এবং Password ব্যবহার করে পরবর্তীতে রোল নম্বর, পদের নাম, ছবি, পরীক্ষার তারিখ, সময় ও স্থানের নাম ইত্যাদি তথ্য সম্বলিত প্রবেশপত্র প্রার্থী Download পূর্বক Print (রঙিন) করে নিবেন। প্রার্থী এই প্রবেশ পত্রটি লিখিত পরীক্ষায় অংশ গ্রহণের সময় এবং উত্তীর্ণ হলে মৌখিক পরীক্ষার সময় অবশ্যই প্রদর্শন করবেন।: [698, 1765, 1276, 1803]
- list-item: [34, 1849, 651, 1862]
- cell-grade: গ্রেড-১৯ ৮৫০০-২০৫৭০/-: [231, 1473, 333, 1511]
- item-text: Online আবেদনপত্রে প্রার্থী তার রঙ্গিন ছবি (দৈর্ঘ্য ৩০০ x প্রস্থ ৩০০) pixel এবং স্বাক্ষর (দৈর্ঘ্য ৩০০ x প্রস্থ ৮০) pixel স্ক্যান করে নির্ধারিত স্থানে Upload করবেন। ছবির সাইজ সর্বোচ্চ ১০০ kb ও স্বাক্ষরের সাইজ সর্বোচ্চ ৬০ kb এর মধ্যে হতে হবে।: [57, 1920, 629, 1945]
- list-item: [677, 460, 1294, 474]
- qualification-line: (গ) তফসিল-৩ অনুযায়ী গৃহীত পরীক্ষায় উত্তীর্ণ।: [671, 214, 855, 226]
- cell-qualification: (ক) কোনো স্বীকৃত বিশ্ববিদ্যালয় হইতে পরিসংখ্যান, গণিত, অর্থনীতি বিষয়ে স্নাতক বা সমমানের ডিগ্রী। (খ) কম্পিউটার চালনায় দক্ষতা। (গ) তফসিল-২ অনুযায়ী গৃহীত পরীক্ষায় উত্তীর্ণ।: [410, 1153, 830, 1208]
- list-item: [677, 474, 1294, 488]
- cell-post: অফিস সহকারী কাম-কম্পিউটার মুদ্রাক্ষরিক: [86, 1340, 231, 1379]
- list-item: [677, 567, 1294, 580]
- cell-count: ০১ (এক): [333, 1208, 410, 1263]
- item-number: ১৬.: [676, 2067, 692, 2079]
- list-item: [34, 477, 651, 571]
- header-line: গণপ্রজাতন্ত্রী বাংলাদেশ সরকার: [595, 21, 732, 33]
- list-item: [34, 1878, 651, 1892]
- list-item: [34, 464, 651, 477]
- list-item: [677, 2095, 1294, 2109]
- item-number: ২.: [34, 282, 44, 294]
- item-number: ৬.: [34, 409, 44, 421]
- cell-qualification: (ক) কোনো স্বীকৃত বোর্ড হইতে উচ্চ মাধ্যমিক সার্টিফিকেট বা সমমান পরীক্ষায় উত্তীর্ণ। (খ) তফসিল-২ অনুযায়ী গৃহীত পরীক্ষায় উত্তীর্ণ।: [410, 1434, 830, 1473]
- qualification-line: (ক) কোন স্বীকৃত ইনস্টিটিউট হইতে ফার্মেসীতে ডিপ্লোমা ডিগ্রি; এবং: [671, 181, 933, 193]
- cell-serial: ৭: [35, 1340, 86, 1379]
- list-item: [34, 1989, 651, 2082]
- cell-districts: কুমিল্লা, ময়মনসিংহ, শরিয়তপুর, নেত্রকোনা, মানিকগঞ্জ, কেন্দ্রীয় চর্ম ও সামাজিক স্বাস্থ্য কেন্দ্র, আগ্রাবাদ, চট্টগ্রাম বিভাগ, চট্টগ্রাম, কেন্দ্রীয় চর্ম ও সামাজিক স্বাস্থ্য কেন্দ্র, আগ্রাবাদ, চট্টগ্রাম।: [830, 1473, 1293, 1511]
- signature-block: [1069, 610, 1293, 702]
- table-row: [35, 1379, 1293, 1434]
- list-item: [34, 337, 651, 351]
- item-number: ৬.: [34, 1920, 44, 1932]
- item-text: (i)Online-এ আবেদন ফরম পূরণ ও পরীক্ষার ফি জমাদান শুরুর তারিখ ও সময় ১০/১০/২০১৮ ইং সকাল ১০.০০ টা হতে।: [57, 1863, 511, 1875]
- item-text: Online -এ আবেদন পত্রে পূরণকৃত তথ্যই যেহেতু পরবর্তী সকল কার্যক্রমে ব্যবহৃত হবে, সেহেতু Online -এ আবেদন Submit- করার পূর্বেই পূরণকৃত সকল তথ্যের সঠিকতা সম্পর্কে প্রার্থী নিজে শতভাগ নিশ্চিত হবেন। পুনঃপূরণকৃত সকল তথ্যের সঠিকতা সম্পর্কে প্রার্থী নিজে শতভাগ নিশ্চিত হবেন।: [57, 436, 631, 461]
- table-row: [35, 1263, 1293, 1302]
